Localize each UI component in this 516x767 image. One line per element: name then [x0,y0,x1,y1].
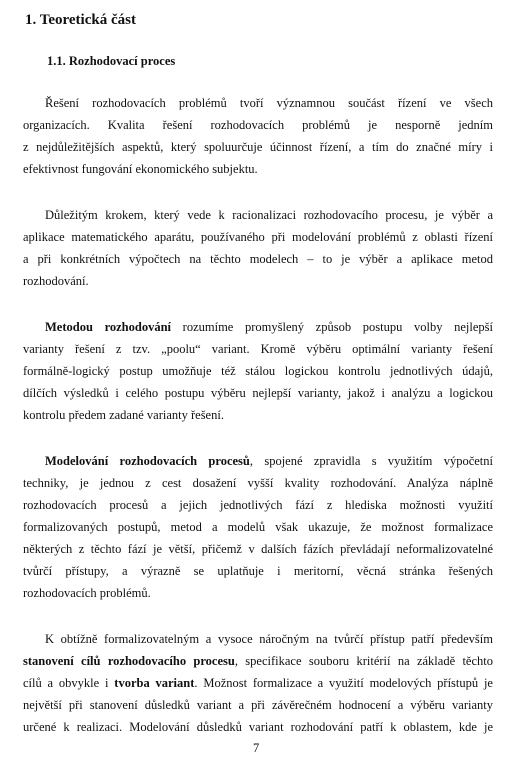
paragraph-1 [23,92,493,180]
paragraph-line: rozhodování. [23,274,89,288]
paragraph-line: formálně-logický postup umožňuje též stálou logickou kontrolu jednotlivých údajů, [23,364,493,378]
paragraph-line: rozhodovacích problémů. [23,586,151,600]
paragraph-3 [23,316,493,426]
paragraph-4 [23,450,493,604]
paragraph-line: některých z těchto fází je větší, přičemž v dalších fázích převládají neformalizovatelné [23,542,493,556]
paragraph-line: varianty řešení z tzv. „poolu“ variant. Kromě výběru optimální varianty řešení [23,342,493,356]
line-text: rozumíme promyšlený způsob postupu volby nejlepší [171,320,493,334]
bold-term: tvorba variant [114,676,195,690]
page-number: 7 [253,741,260,755]
paragraph-line [23,316,493,338]
paragraph-line: organizacích. Kvalita řešení rozhodovacích problémů je nesporně jedním [23,118,493,132]
paragraph-5 [23,628,493,738]
line-text: cílů a obvykle i [23,676,115,690]
paragraph-line [23,650,493,672]
line-text: . Možnost formalizace a využití modelových přístupů je [194,676,493,690]
chapter-heading: 1. Teoretická část [25,12,136,28]
paragraph-line: formalizovaných postupů, metod a modelů však ukazuje, že možnost formalizace [23,520,493,534]
paragraph-line: z nejdůležitějších aspektů, který spoluurčuje účinnost řízení, a tím do značné míry i [23,140,493,154]
paragraph-line: určené k realizaci. Modelování důsledků variant rozhodování patří k oblastem, kde je [23,720,493,734]
paragraph-line [23,672,493,694]
paragraph-2 [23,204,493,292]
paragraph-line: efektivnost fungování ekonomického subjektu. [23,162,258,176]
line-text: , spojené zpravidla s využitím výpočetní [249,454,493,468]
paragraph-line: techniky, je jednou z cest dosažení vyšší kvality rozhodování. Analýza náplně [23,476,493,490]
bold-term: Metodou rozhodování [45,320,172,334]
paragraph-line [23,450,493,472]
paragraph-line: rozhodovacích procesů a jejich jednotlivých fází z hlediska možnosti využití [23,498,493,512]
paragraph-line: K obtížně formalizovatelným a vysoce náročným na tvůrčí přístup patří především [45,632,493,646]
paragraph-line: Řešení rozhodovacích problémů tvoří významnou součást řízení ve všech [45,96,493,110]
paragraph-line: aplikace matematického aparátu, používaného při modelování problémů z oblasti řízení [23,230,493,244]
paragraph-line: Důležitým krokem, který vede k racionalizaci rozhodovacího procesu, je výběr a [45,208,493,222]
paragraph-line: a při konkrétních výpočtech na těchto modelech – to je výběr a aplikace metod [23,252,493,266]
bold-term: stanovení cílů rozhodovacího procesu [23,654,235,668]
paragraph-line: dílčích výsledků i celého postupu výběru nejlepší varianty, jakož i analýzu a logickou [23,386,493,400]
line-text: , specifikace souboru kritérií na základě těchto [234,654,493,668]
paragraph-line: kontrolu předem zadané varianty řešení. [23,408,224,422]
bold-term: Modelování rozhodovacích procesů [45,454,250,468]
section-heading: 1.1. Rozhodovací proces [47,54,176,68]
paragraph-line: největší při stanovení důsledků variant a při závěrečném hodnocení a výběru varianty [23,698,493,712]
paragraph-line: tvůrčí přístupy, a výrazně se uplatňuje i meritorní, věcná stránka řešených [23,564,493,578]
